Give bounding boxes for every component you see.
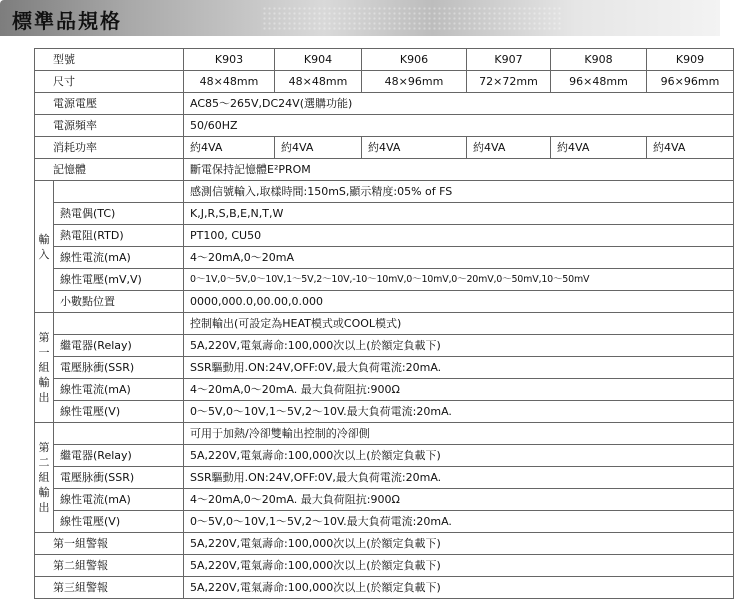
linear-voltage-value: 0～5V,0～10V,1～5V,2～10V.最大負荷電流:20mA. xyxy=(184,401,734,423)
output2-header: 可用于加熱/冷卻雙輸出控制的冷卻側 xyxy=(184,423,734,445)
size-cell: 96×96mm xyxy=(647,71,734,93)
group-label-input xyxy=(35,181,54,313)
ssr-value: SSR驅動用.ON:24V,OFF:0V,最大負荷電流:20mA. xyxy=(184,357,734,379)
linear-voltage-value: 0～1V,0～5V,0～10V,1～5V,2～10V,-10～10mV,0～10mV,0～20mV,0～50mV,10～50mV xyxy=(184,269,734,291)
row-label-blank xyxy=(54,181,184,203)
model-cell: K903 xyxy=(184,49,275,71)
group-char: 組 xyxy=(38,361,50,374)
group-char: 出 xyxy=(38,391,50,404)
row-label-size: 尺寸 xyxy=(35,71,184,93)
banner-pattern xyxy=(262,6,562,30)
linear-current-value: 4～20mA,0～20mA. 最大負荷阻抗:900Ω xyxy=(184,489,734,511)
row-label-alarm-3: 第三組警報 xyxy=(35,577,184,599)
row-label-decimal-point: 小數點位置 xyxy=(54,291,184,313)
consumption-cell: 約4VA xyxy=(362,137,467,159)
table-row xyxy=(35,49,734,71)
table-row xyxy=(35,181,734,203)
alarm-2-value: 5A,220V,電氣壽命:100,000次以上(於額定負載下) xyxy=(184,555,734,577)
table-row xyxy=(35,577,734,599)
row-label-linear-voltage: 線性電壓(V) xyxy=(54,511,184,533)
size-cell: 48×48mm xyxy=(275,71,362,93)
consumption-cell: 約4VA xyxy=(184,137,275,159)
group-char: 第 xyxy=(38,441,50,454)
row-label-memory: 記憶體 xyxy=(35,159,184,181)
size-cell: 96×48mm xyxy=(551,71,647,93)
input-header: 感測信號輸入,取樣時間:150mS,顯示精度:05% of FS xyxy=(184,181,734,203)
table-row xyxy=(35,401,734,423)
alarm-3-value: 5A,220V,電氣壽命:100,000次以上(於額定負載下) xyxy=(184,577,734,599)
table-row xyxy=(35,203,734,225)
table-row xyxy=(35,467,734,489)
consumption-cell: 約4VA xyxy=(551,137,647,159)
consumption-cell: 約4VA xyxy=(275,137,362,159)
size-cell: 48×96mm xyxy=(362,71,467,93)
row-label-ssr: 電壓脉衝(SSR) xyxy=(54,467,184,489)
consumption-cell: 約4VA xyxy=(467,137,551,159)
group-label-output-2 xyxy=(35,423,54,533)
table-row xyxy=(35,137,734,159)
relay-value: 5A,220V,電氣壽命:100,000次以上(於額定負載下) xyxy=(184,335,734,357)
linear-voltage-value: 0～5V,0～10V,1～5V,2～10V.最大負荷電流:20mA. xyxy=(184,511,734,533)
table-row xyxy=(35,423,734,445)
consumption-cell: 約4VA xyxy=(647,137,734,159)
table-row xyxy=(35,115,734,137)
output1-header: 控制輸出(可設定為HEAT模式或COOL模式) xyxy=(184,313,734,335)
table-row xyxy=(35,313,734,335)
power-voltage-value: AC85～265V,DC24V(選購功能) xyxy=(184,93,734,115)
linear-current-value: 4～20mA,0～20mA xyxy=(184,247,734,269)
section-banner xyxy=(0,0,720,36)
group-char: 輸 xyxy=(38,486,50,499)
row-label-alarm-1: 第一組警報 xyxy=(35,533,184,555)
table-row xyxy=(35,335,734,357)
size-cell: 48×48mm xyxy=(184,71,275,93)
section-title: 標準品規格 xyxy=(12,9,122,33)
table-row xyxy=(35,93,734,115)
table-row xyxy=(35,291,734,313)
group-char: 輸 xyxy=(38,376,50,389)
rtd-value: PT100, CU50 xyxy=(184,225,734,247)
group-label-output-1 xyxy=(35,313,54,423)
table-row xyxy=(35,357,734,379)
relay-value: 5A,220V,電氣壽命:100,000次以上(於額定負載下) xyxy=(184,445,734,467)
row-label-rtd: 熱電阻(RTD) xyxy=(54,225,184,247)
table-row xyxy=(35,533,734,555)
memory-value: 斷電保持記憶體E²PROM xyxy=(184,159,734,181)
ssr-value: SSR驅動用.ON:24V,OFF:0V,最大負荷電流:20mA. xyxy=(184,467,734,489)
group-char: 輸 xyxy=(38,232,50,246)
model-cell: K904 xyxy=(275,49,362,71)
table-row xyxy=(35,159,734,181)
row-label-linear-voltage: 線性電壓(V) xyxy=(54,401,184,423)
row-label-ssr: 電壓脉衝(SSR) xyxy=(54,357,184,379)
group-char: 出 xyxy=(38,501,50,514)
row-label-relay: 繼電器(Relay) xyxy=(54,445,184,467)
group-char: 組 xyxy=(38,471,50,484)
power-frequency-value: 50/60HZ xyxy=(184,115,734,137)
model-cell: K907 xyxy=(467,49,551,71)
row-label-linear-voltage: 線性電壓(mV,V) xyxy=(54,269,184,291)
model-cell: K909 xyxy=(647,49,734,71)
row-label-power-frequency: 電源頻率 xyxy=(35,115,184,137)
model-cell: K906 xyxy=(362,49,467,71)
decimal-point-value: 0000,000.0,00.00,0.000 xyxy=(184,291,734,313)
linear-current-value: 4～20mA,0～20mA. 最大負荷阻抗:900Ω xyxy=(184,379,734,401)
alarm-1-value: 5A,220V,電氣壽命:100,000次以上(於額定負載下) xyxy=(184,533,734,555)
row-label-power-consumption: 消耗功率 xyxy=(35,137,184,159)
group-char: 二 xyxy=(38,456,50,469)
table-row xyxy=(35,445,734,467)
row-label-relay: 繼電器(Relay) xyxy=(54,335,184,357)
size-cell: 72×72mm xyxy=(467,71,551,93)
table-row xyxy=(35,269,734,291)
row-label-alarm-2: 第二組警報 xyxy=(35,555,184,577)
thermocouple-value: K,J,R,S,B,E,N,T,W xyxy=(184,203,734,225)
row-label-linear-current: 線性電流(mA) xyxy=(54,489,184,511)
row-label-model: 型號 xyxy=(35,49,184,71)
table-row xyxy=(35,225,734,247)
row-label-blank xyxy=(54,313,184,335)
row-label-linear-current: 線性電流(mA) xyxy=(54,247,184,269)
table-row xyxy=(35,489,734,511)
table-row xyxy=(35,511,734,533)
table-row xyxy=(35,71,734,93)
spec-table xyxy=(34,48,734,599)
row-label-blank xyxy=(54,423,184,445)
model-cell: K908 xyxy=(551,49,647,71)
row-label-linear-current: 線性電流(mA) xyxy=(54,379,184,401)
table-row xyxy=(35,247,734,269)
table-row xyxy=(35,555,734,577)
table-row xyxy=(35,379,734,401)
group-char: 一 xyxy=(38,346,50,359)
group-char: 入 xyxy=(38,247,50,261)
row-label-power-voltage: 電源電壓 xyxy=(35,93,184,115)
row-label-thermocouple: 熱電偶(TC) xyxy=(54,203,184,225)
group-char: 第 xyxy=(38,331,50,344)
